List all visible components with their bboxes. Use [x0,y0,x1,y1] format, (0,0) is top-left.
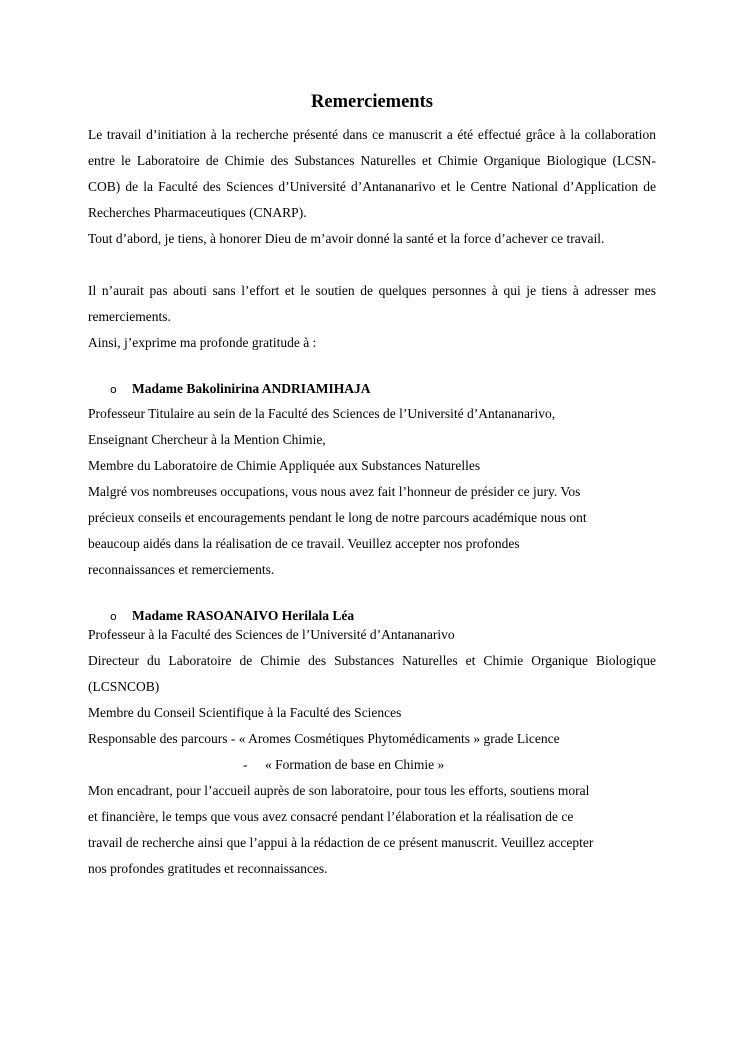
person1-role-1: Professeur Titulaire au sein de la Faculté des Sciences de l’Université d’Antananarivo, [88,406,556,421]
intro-paragraph-3: Il n’aurait pas abouti sans l’effort et le soutien de quelques personnes à qui je tiens à adresser mes remerciements. [88,283,656,324]
intro-paragraph-4: Ainsi, j’exprime ma profonde gratitude à : [88,335,317,350]
page-title: Remerciements [311,92,433,112]
person1-message-line: Malgré vos nombreuses occupations, vous nous avez fait l’honneur de présider ce jury. Vos [88,484,581,499]
person2-message-line: et financière, le temps que vous avez consacré pendant l’élaboration et la réalisation de ce [88,809,574,824]
person1-message-line: reconnaissances et remerciements. [88,562,275,577]
intro-paragraph-2: Tout d’abord, je tiens, à honorer Dieu de m’avoir donné la santé et la force d’achever ce travail. [88,231,605,246]
person2-role-5 [243,755,444,775]
bullet-circle-icon: o [110,610,117,623]
intro-paragraph-1: Le travail d’initiation à la recherche présenté dans ce manuscrit a été effectué grâce à la collaboration entre le Laboratoire de Chimie des Substances Naturelles et Chimie Organique Biologique (LCSN-COB) de la Faculté des Sciences d’Université d’Antananarivo et le Centre National d’Application de Recherches Pharmaceutiques (CNARP). [88,127,656,220]
person1-name: Madame Bakolinirina ANDRIAMIHAJA [132,381,371,396]
person2-role-2: Directeur du Laboratoire de Chimie des Substances Naturelles et Chimie Organique Biologique (LCSNCOB) [88,653,656,694]
person1-role-2: Enseignant Chercheur à la Mention Chimie, [88,432,326,447]
person2-role-3: Membre du Conseil Scientifique à la Faculté des Sciences [88,705,402,720]
person1-heading [110,379,371,400]
person1-message-line: précieux conseils et encouragements pendant le long de notre parcours académique nous ont [88,510,587,525]
person2-name: Madame RASOANAIVO Herilala Léa [132,608,355,623]
person2-message-line: travail de recherche ainsi que l’appui à la rédaction de ce présent manuscrit. Veuillez accepter [88,835,594,850]
person2-heading [110,606,354,627]
person2-message-line: nos profondes gratitudes et reconnaissances. [88,861,328,876]
person2-role-5-text: « Formation de base en Chimie » [265,757,445,772]
person2-message-line: Mon encadrant, pour l’accueil auprès de son laboratoire, pour tous les efforts, soutiens moral [88,783,590,798]
person2-role-4: Responsable des parcours - « Aromes Cosmétiques Phytomédicaments » grade Licence [88,731,560,746]
person1-role-3: Membre du Laboratoire de Chimie Appliquée aux Substances Naturelles [88,458,481,473]
bullet-circle-icon: o [110,383,117,396]
person1-message-line: beaucoup aidés dans la réalisation de ce travail. Veuillez accepter nos profondes [88,536,520,551]
person2-role-1: Professeur à la Faculté des Sciences de l’Université d’Antananarivo [88,627,455,642]
list-dash: - [243,757,248,772]
